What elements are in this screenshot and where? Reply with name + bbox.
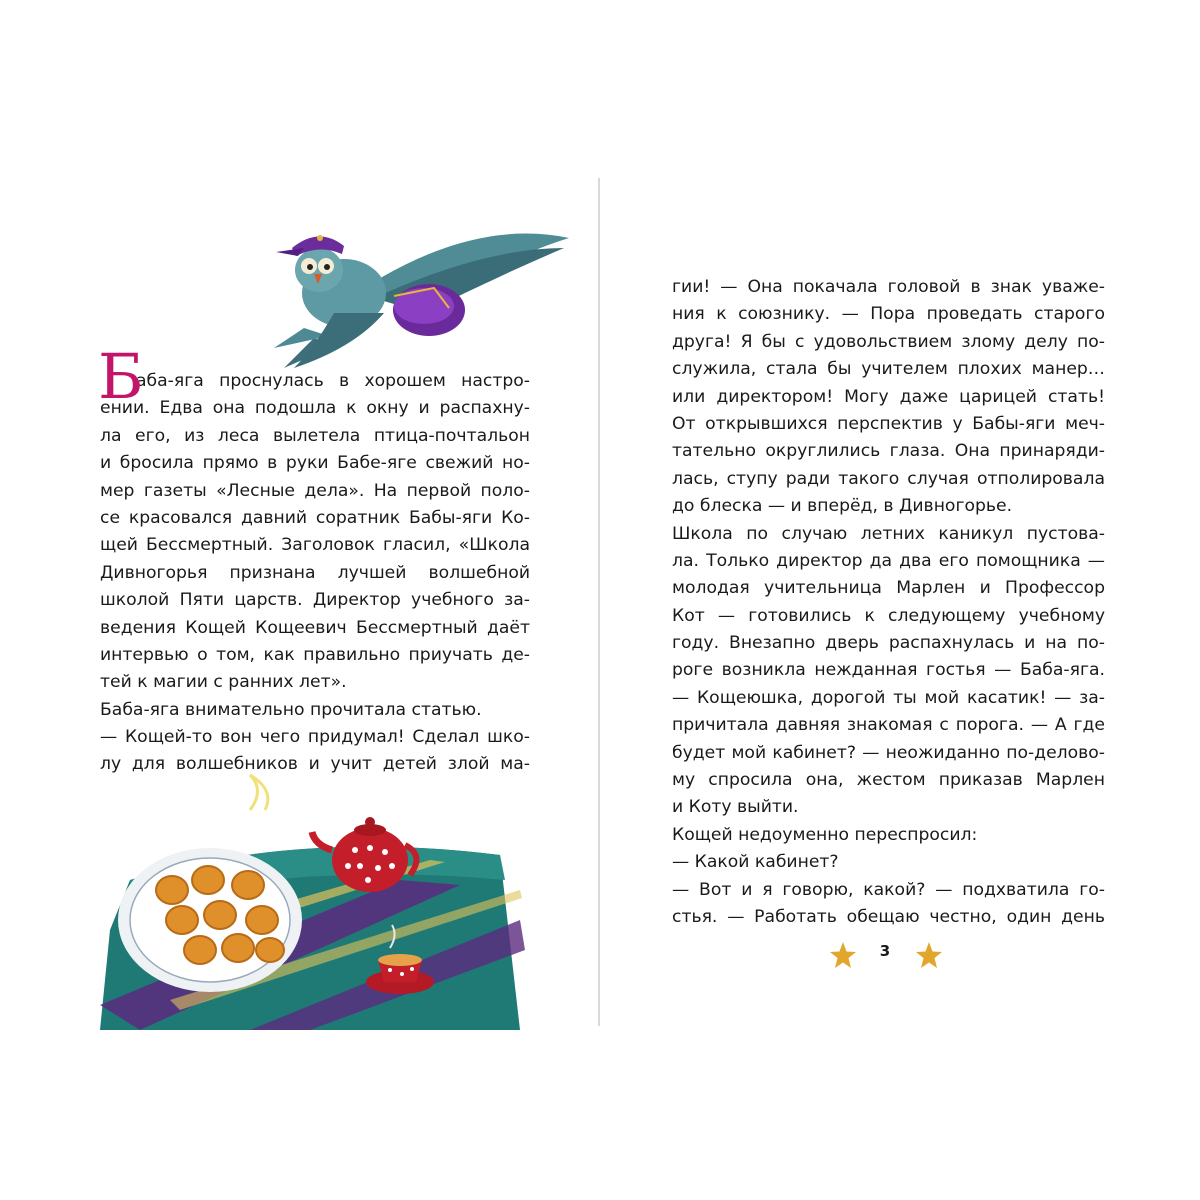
text-line: ла его, из леса вылетела птица-почтальон	[100, 425, 530, 446]
text-line: и бросила прямо в руки Бабе-яге свежий но-	[100, 453, 530, 474]
text-line: молодая учительница Марлен и Профессор	[672, 578, 1105, 599]
text-line: служила, стала бы учителем плохих манер…	[672, 359, 1105, 380]
right-page	[668, 0, 1108, 1200]
text-line: будет мой кабинет? — неожиданно по-делово-	[672, 742, 1105, 763]
text-line: лась, ступу ради такого случая отполировала	[672, 468, 1105, 489]
text-line: друга! Я бы с удовольствием злому делу по-	[672, 331, 1105, 352]
text-line: Баба-яга внимательно прочитала статью.	[100, 699, 482, 720]
text-line: Школа по случаю летних каникул пустова-	[672, 523, 1105, 544]
text-line: От открывшихся перспектив у Бабы-яги меч-	[672, 413, 1105, 434]
star-icon	[914, 940, 944, 970]
text-line: или директором! Могу даже царицей стать!	[672, 386, 1105, 407]
text-line: причитала давняя знакомая с порога. — А где	[672, 715, 1105, 736]
text-line: щей Бессмертный. Заголовок гласил, «Школа	[100, 535, 530, 556]
text-line: и Коту выйти.	[672, 797, 799, 818]
text-line: Дивногорья признана лучшей волшебной	[100, 562, 530, 583]
text-line: лу для волшебников и учит детей злой ма-	[100, 754, 530, 775]
postman-bird-illustration	[274, 218, 574, 368]
page-gutter	[598, 178, 600, 1026]
drop-cap: Б	[98, 340, 144, 413]
text-line: роге возникла нежданная гостья — Баба-яга.	[672, 660, 1105, 681]
text-line: се красовался давний соратник Бабы-яги Ко-	[100, 507, 530, 528]
text-line: ении. Едва она подошла к окну и распахну-	[100, 398, 530, 419]
text-line: школой Пяти царств. Директор учебного за-	[100, 590, 530, 611]
text-line: мер газеты «Лесные дела». На первой поло-	[100, 480, 530, 501]
text-line: — Вот и я говорю, какой? — подхватила го-	[672, 879, 1105, 900]
text-line: ния к союзнику. — Пора проведать старого	[672, 304, 1105, 325]
text-line: году. Внезапно дверь распахнулась и на по-	[672, 633, 1105, 654]
text-line: тей к магии с ранних лет».	[100, 672, 347, 693]
text-line: — Кощей-то вон чего придумал! Сделал шко-	[100, 727, 530, 748]
text-line: до блеска — и вперёд, в Дивногорье.	[672, 496, 1013, 517]
page-number: 3	[879, 942, 891, 960]
text-line: интервью о том, как правильно приучать де-	[100, 644, 530, 665]
text-line: гии! — Она покачала головой в знак уваже-	[672, 277, 1105, 297]
left-page-text	[98, 340, 530, 779]
text-line: ла. Только директор да два его помощника —	[672, 550, 1105, 571]
text-line: — Какой кабинет?	[672, 852, 839, 873]
text-line: тательно округлились глаза. Она принаряди-	[672, 441, 1105, 462]
right-page-text	[672, 274, 1105, 931]
tea-table-illustration	[100, 770, 540, 1030]
text-line-1: Б аба-яга проснулась в хорошем настро-	[98, 340, 530, 413]
text-line: му спросила она, жестом приказав Марлен	[672, 770, 1105, 791]
text-line: Кот — готовились к следующему учебному	[672, 605, 1105, 626]
text-line: Кощей недоуменно переспросил:	[672, 824, 978, 845]
text-line: — Кощеюшка, дорогой ты мой касатик! — за-	[672, 687, 1105, 708]
page-footer	[820, 936, 950, 976]
star-icon	[828, 940, 858, 970]
text-line: стья. — Работать обещаю честно, один день	[672, 906, 1105, 927]
text-line: ведения Кощей Кощеевич Бессмертный даёт	[100, 617, 530, 638]
